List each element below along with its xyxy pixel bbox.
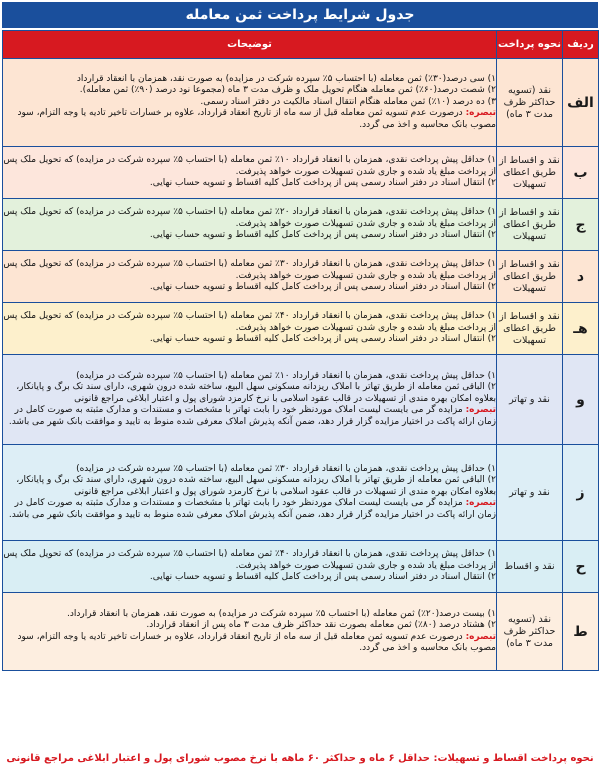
table-row [3,445,599,541]
description-line: ۲) شصت درصد(۶۰٪) ثمن معامله هنگام تحویل ملک و ظرف مدت ۳ ماه (مجموعا نود درصد (۹۰٪) ثمن معامله). [79,85,496,96]
payment-method-cell: نقد و اقساط از طریق اعطای تسهیلات [497,251,563,303]
header-row-number: ردیف [563,31,599,59]
row-label: هـ [563,303,599,355]
description-line: ۱) حداقل پیش پرداخت نقدی، همزمان با انعقاد قرارداد ۱۰٪ ثمن معامله (با احتساب ۵٪ سپرده شرکت در مزایده) که تحویل ملک پس از پرداخت مبلغ یاد شده و جاری شدن تسهیلات صورت خواهد پذیرفت. [3,155,496,177]
note-label: تبصره: [465,405,496,416]
description-line: ۲) الباقی ثمن معامله از طریق تهاتر با املاک ریزدانه مسکونی سهل البیع، ساخته شده درون شهری، دارای سند تک برگ و پایانکار، بعلاوه امکان بهره مندی از تسهیلات در قالب عقود اسلامی با نرخ کارمزد شورای پول و اعتبار ابلاغی مراجع قانونی [16,382,496,404]
description-line: ۱) حداقل پیش پرداخت نقدی، همزمان با انعقاد قرارداد ۴۰٪ ثمن معامله (با احتساب ۵٪ سپرده شرکت در مزایده) که تحویل ملک پس از پرداخت مبلغ یاد شده و جاری شدن تسهیلات صورت خواهد پذیرفت. [3,311,496,333]
payment-method-cell: نقد (تسویه حداکثر ظرف مدت ۳ ماه) [497,593,563,671]
description-cell [3,445,497,541]
note-label: تبصره: [465,631,496,642]
description-line: ۱) سی درصد(۳۰٪) ثمن معامله (با احتساب ۵٪ سپرده شرکت در مزایده) به صورت نقد، همزمان با انعقاد قرارداد [76,73,496,84]
note-paragraph [3,498,496,521]
description-cell [3,303,497,355]
table-row [3,303,599,355]
row-label: الف [563,59,599,147]
description-line: ۱) حداقل پیش پرداخت نقدی، همزمان با انعقاد قرارداد ۱۰٪ ثمن معامله (با احتساب ۵٪ سپرده شرکت در مزایده) [76,370,496,381]
payment-method-cell: نقد و اقساط [497,541,563,593]
header-description: توضیحات [3,31,497,59]
note-paragraph [3,632,496,655]
description-line: ۱) بیست درصد(۲۰٪) ثمن معامله (با احتساب ۵٪ سپرده شرکت در مزایده) به صورت نقد، همزمان با انعقاد قرارداد. [66,608,496,619]
note-text: مزایده گر می بایست لیست املاک موردنظر خود را بابت تهاتر با مشخصات و مستندات و مدارک مثبته به صورت کامل در زمان ارائه پاکت در اختیار مزایده گزار قرار دهد، ضمن آنکه پذیرش املاک معرفی شده منوط به تایید و موافقت بانک شهر می باشد. [8,405,496,427]
row-label: ز [563,445,599,541]
note-paragraph [3,108,496,131]
description-line: ۲) انتقال اسناد در دفتر اسناد رسمی پس از پرداخت کامل کلیه اقساط و تسویه حساب نهایی. [149,178,496,189]
description-line: ۱) حداقل پیش پرداخت نقدی، همزمان با انعقاد قرارداد ۲۰٪ ثمن معامله (با احتساب ۵٪ سپرده شرکت در مزایده) که تحویل ملک پس از پرداخت مبلغ یاد شده و جاری شدن تسهیلات صورت خواهد پذیرفت. [3,207,496,229]
row-label: ط [563,593,599,671]
table-row [3,355,599,445]
payment-method-cell: نقد و اقساط از طریق اعطای تسهیلات [497,303,563,355]
table-row [3,593,599,671]
note-paragraph [3,405,496,428]
note-label: تبصره: [465,498,496,509]
description-cell [3,59,497,147]
payment-method-cell: نقد و تهاتر [497,355,563,445]
description-cell [3,199,497,251]
table-title: جدول شرایط پرداخت ثمن معامله [2,2,598,28]
payment-method-cell: نقد و اقساط از طریق اعطای تسهیلات [497,147,563,199]
note-text: مزایده گر می بایست لیست املاک موردنظر خود را بابت تهاتر با مشخصات و مستندات و مدارک مثبته به صورت کامل در زمان ارائه پاکت در اختیار مزایده گزار قرار دهد، ضمن آنکه پذیرش املاک معرفی شده منوط به تایید و موافقت بانک شهر می باشد. [8,498,496,520]
description-cell [3,355,497,445]
description-line: ۲) انتقال اسناد در دفتر اسناد رسمی پس از پرداخت کامل کلیه اقساط و تسویه حساب نهایی. [149,334,496,345]
row-label: و [563,355,599,445]
description-cell [3,147,497,199]
table-row [3,59,599,147]
row-label: ج [563,199,599,251]
description-cell [3,541,497,593]
table-row [3,199,599,251]
description-line: ۳) ده درصد (۱۰٪) ثمن معامله هنگام انتقال اسناد مالکیت در دفتر اسناد رسمی. [200,96,496,107]
installments-footer-note: نحوه پرداخت اقساط و تسهیلات: حداقل ۶ ماه و حداکثر ۶۰ ماهه با نرخ مصوب شورای پول و اعتبار ابلاغی مراجع قانونی [6,753,594,764]
table-header-row [3,31,599,59]
note-text: درصورت عدم تسویه ثمن معامله قبل از سه ماه از تاریخ انعقاد قرارداد، علاوه بر خسارات تاخیر تادیه یا وجه التزام، سود مصوب بانک محاسبه و اخذ می گردد. [17,108,496,130]
description-line: ۱) حداقل پیش پرداخت نقدی، همزمان با انعقاد قرارداد ۳۰٪ ثمن معامله (با احتساب ۵٪ سپرده شرکت در مزایده) که تحویل ملک پس از پرداخت مبلغ یاد شده و جاری شدن تسهیلات صورت خواهد پذیرفت. [3,259,496,281]
row-label: ب [563,147,599,199]
description-line: ۲) هشتاد درصد (۸۰٪) ثمن معامله بصورت نقد حداکثر ظرف مدت ۳ ماه پس از انعقاد قرارداد. [146,620,496,631]
description-line: ۲) انتقال اسناد در دفتر اسناد رسمی پس از پرداخت کامل کلیه اقساط و تسویه حساب نهایی. [149,572,496,583]
description-line: ۲) انتقال اسناد در دفتر اسناد رسمی پس از پرداخت کامل کلیه اقساط و تسویه حساب نهایی. [149,230,496,241]
description-line: ۲) الباقی ثمن معامله از طریق تهاتر با املاک ریزدانه مسکونی سهل البیع، ساخته شده درون شهری، دارای سند تک برگ و پایانکار، بعلاوه امکان بهره مندی از تسهیلات در قالب عقود اسلامی با نرخ کارمزد شورای پول و اعتبار ابلاغی مراجع قانونی [16,475,496,497]
row-label: د [563,251,599,303]
table-row [3,541,599,593]
payment-method-cell: نقد (تسویه حداکثر ظرف مدت ۳ ماه) [497,59,563,147]
description-cell [3,251,497,303]
description-line: ۱) حداقل پیش پرداخت نقدی، همزمان با انعقاد قرارداد ۴۰٪ ثمن معامله (با احتساب ۵٪ سپرده شرکت در مزایده) که تحویل ملک پس از پرداخت مبلغ یاد شده و جاری شدن تسهیلات صورت خواهد پذیرفت. [3,549,496,571]
table-row [3,251,599,303]
description-line: ۱) حداقل پیش پرداخت نقدی، همزمان با انعقاد قرارداد ۳۰٪ ثمن معامله (با احتساب ۵٪ سپرده شرکت در مزایده) [76,463,496,474]
header-payment-method: نحوه پرداخت [497,31,563,59]
payment-terms-table [2,30,599,671]
description-line: ۲) انتقال اسناد در دفتر اسناد رسمی پس از پرداخت کامل کلیه اقساط و تسویه حساب نهایی. [149,282,496,293]
note-text: درصورت عدم تسویه ثمن معامله قبل از سه ماه از تاریخ انعقاد قرارداد، علاوه بر خسارات تاخیر تادیه یا وجه التزام، سود مصوب بانک محاسبه و اخذ می گردد. [17,631,496,653]
table-row [3,147,599,199]
row-label: ح [563,541,599,593]
note-label: تبصره: [465,108,496,119]
payment-method-cell: نقد و اقساط از طریق اعطای تسهیلات [497,199,563,251]
payment-method-cell: نقد و تهاتر [497,445,563,541]
description-cell [3,593,497,671]
